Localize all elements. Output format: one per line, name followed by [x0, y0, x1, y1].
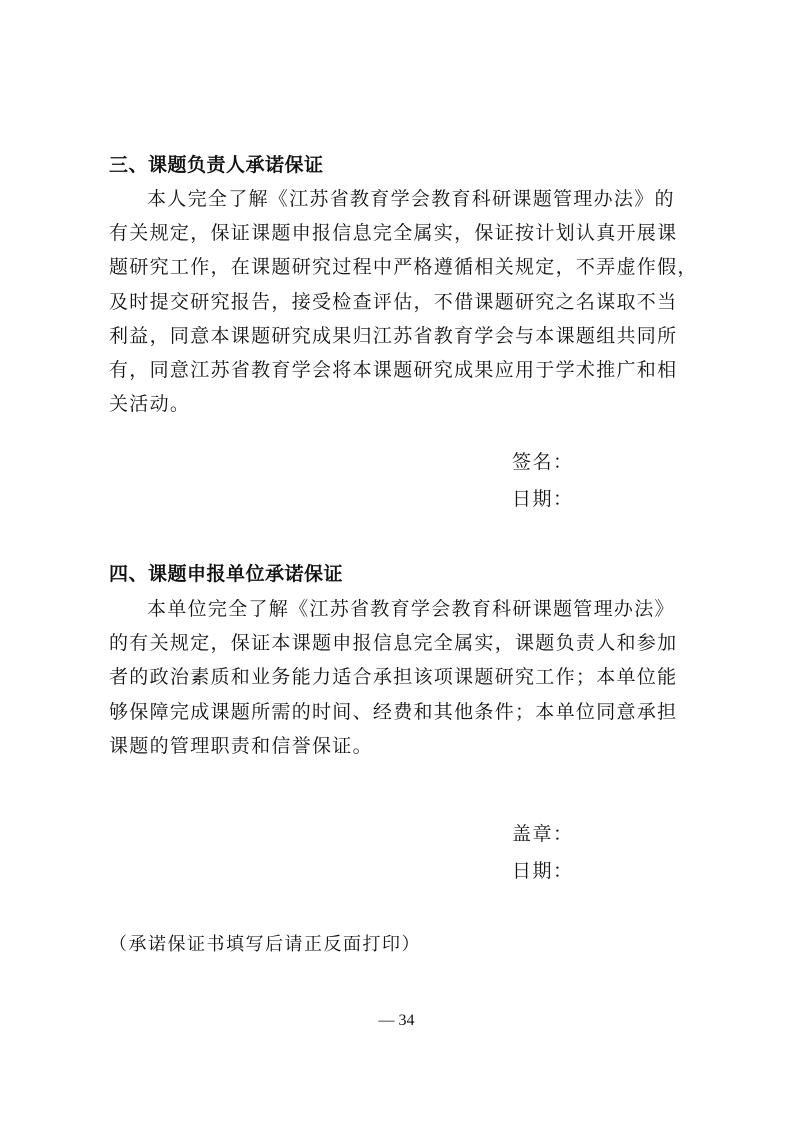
section4-line-3: 者的政治素质和业务能力适合承担该项课题研究工作；本单位能	[109, 666, 678, 689]
section4-line-2: 的有关规定，保证本课题申报信息完全属实，课题负责人和参加	[109, 632, 678, 655]
section3-heading: 三、课题负责人承诺保证	[109, 154, 324, 176]
section4-line-4: 够保障完成课题所需的时间、经费和其他条件；本单位同意承担	[109, 700, 678, 723]
section3-line-4: 及时提交研究报告，接受检查评估，不借课题研究之名谋取不当	[109, 290, 678, 313]
section4-line-1: 本单位完全了解《江苏省教育学会教育科研课题管理办法》	[147, 598, 675, 620]
seal-label: 盖章：	[512, 823, 574, 845]
section3-date-label: 日期：	[512, 488, 574, 510]
section4-line-5: 课题的管理职责和信誉保证。	[109, 734, 373, 757]
section3-line-6: 有，同意江苏省教育学会将本课题研究成果应用于学术推广和相	[109, 359, 678, 382]
section4-heading: 四、课题申报单位承诺保证	[109, 563, 344, 585]
signature-label: 签名：	[512, 451, 574, 473]
section3-line-5: 利益，同意本课题研究成果归江苏省教育学会与本课题组共同所	[109, 324, 678, 347]
section3-body	[109, 182, 698, 421]
section3-line-1: 本人完全了解《江苏省教育学会教育科研课题管理办法》的	[147, 188, 675, 210]
section3-line-3: 题研究工作，在课题研究过程中严格遵循相关规定，不弄虚作假，	[109, 256, 698, 279]
section3-line-2: 有关规定，保证课题申报信息完全属实，保证按计划认真开展课	[109, 222, 678, 245]
page-number: — 34	[378, 1012, 415, 1029]
section4-body	[109, 592, 695, 763]
section3-line-7: 关活动。	[109, 393, 191, 416]
section4-date-label: 日期：	[512, 860, 574, 882]
print-footnote: （承诺保证书填写后请正反面打印）	[109, 934, 421, 955]
